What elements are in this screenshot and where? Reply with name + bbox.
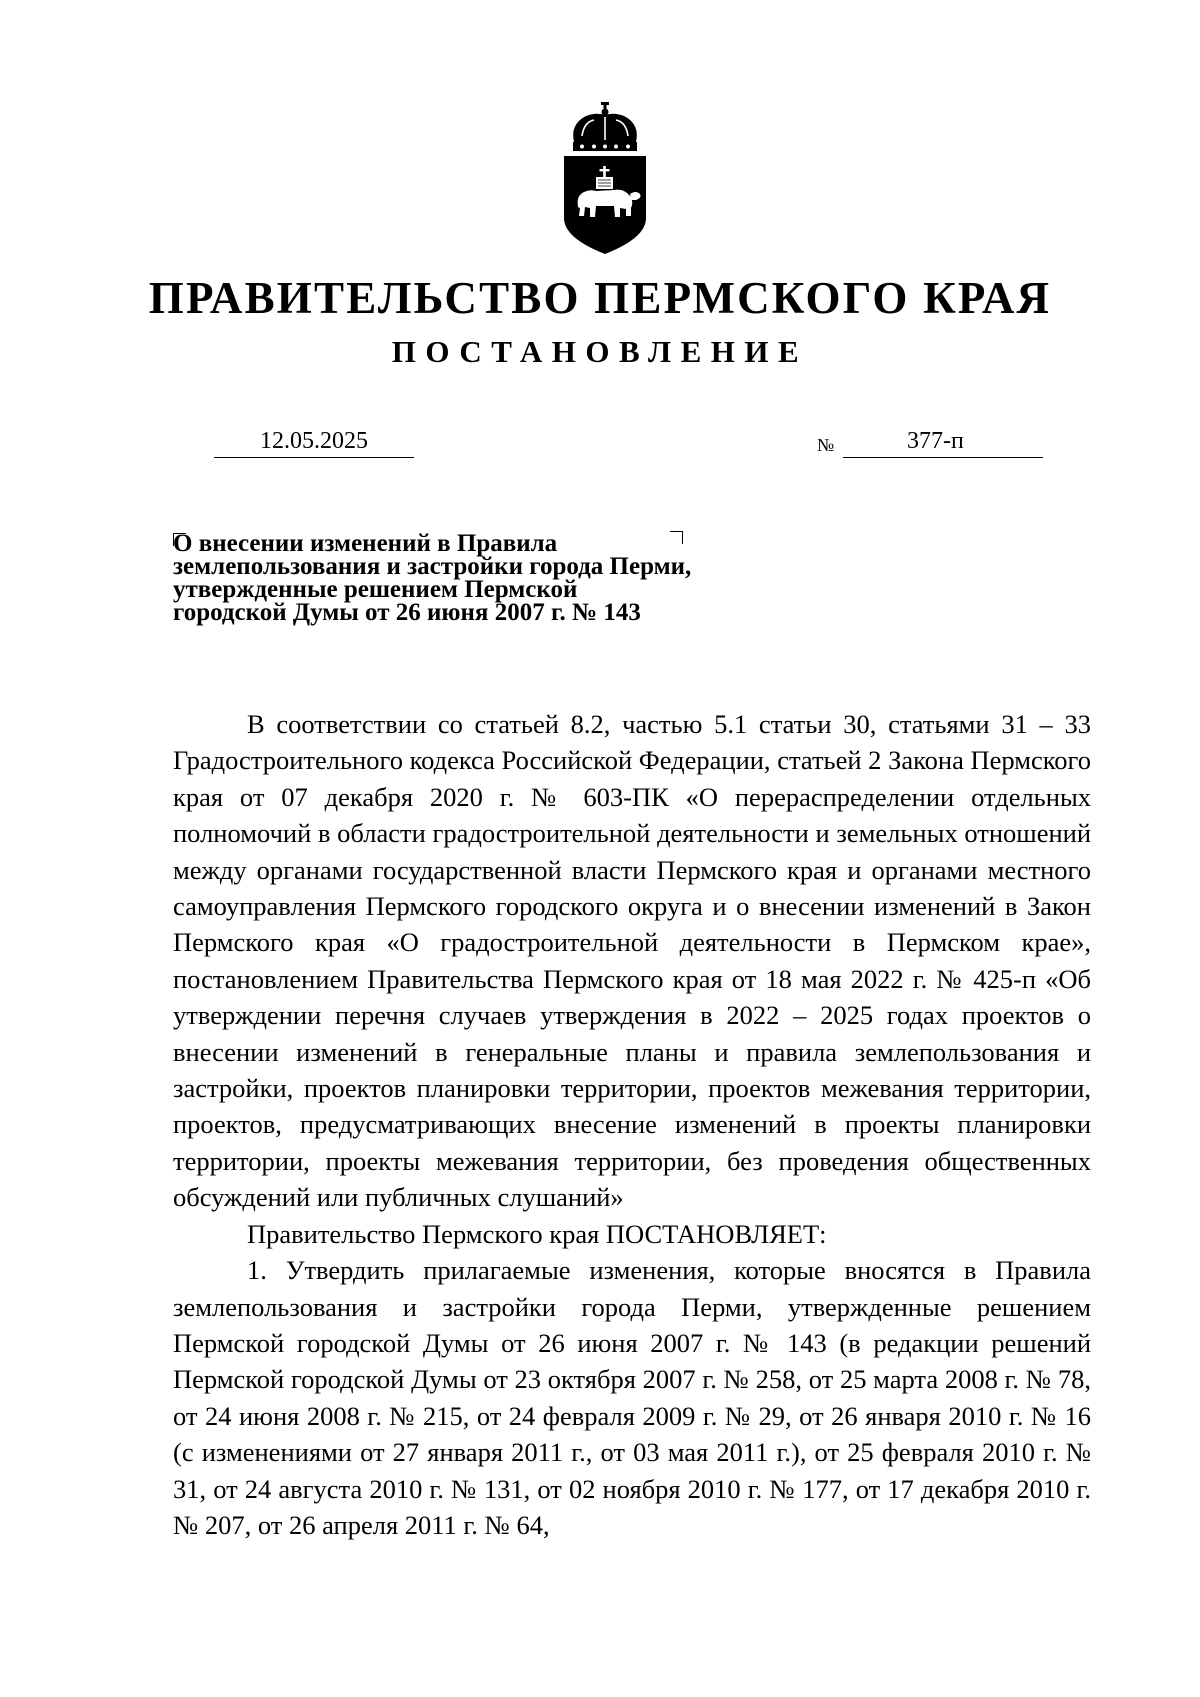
body-paragraph: 1. Утвердить прилагаемые изменения, которые вносятся в Правила землепользования и застройки города Перми, утвержденные решением Пермской городской Думы от 26 июня 2007 г. № 143 (в редакции решений Пермской городской Думы от 23 октября 2007 г. № 258, от 25 марта 2008 г. № 78, от 24 июня 2008 г. № 215, от 24 февраля 2009 г. № 29, от 26 января 2010 г. № 16 (с изменениями от 27 января 2011 г., от 03 мая 2011 г.), от 25 февраля 2010 г. № 31, от 24 августа 2010 г. № 131, от 02 ноября 2010 г. № 177, от 17 декабря 2010 г. № 207, от 26 апреля 2011 г. № 64, — [173, 1255, 1091, 1540]
document-number-line — [843, 425, 1043, 458]
organization-name: ПРАВИТЕЛЬСТВО ПЕРМСКОГО КРАЯ — [148, 273, 1052, 323]
crown-icon — [573, 102, 637, 151]
body-paragraph: В соответствии со статьей 8.2, частью 5.1 статьи 30, статьями 31 – 33 Градостроительного кодекса Российской Федерации, статьей 2 Закона Пермского края от 07 декабря 2020 г. № 603-ПК «О перераспределении отдельных полномочий в области градостроительной деятельности и земельных отношений между органами государственной власти Пермского края и органами местного самоуправления Пермского городского округа и о внесении изменений в Закон Пермского края «О градостроительной деятельности в Пермском крае», постановлением Правительства Пермского края от 18 мая 2022 г. № 425-п «Об утверждении перечня случаев утверждения в 2022 – 2025 годах проектов о внесении изменений в генеральные планы и правила землепользования и застройки, проектов планировки территории, проектов межевания территории, проектов, предусматривающих внесение изменений в проекты планировки территории, проекты межевания территории, без проведения общественных обсуждений или публичных слушаний» — [173, 709, 1091, 1213]
resolution-statement: Правительство Пермского края ПОСТАНОВЛЯЕТ: — [247, 1218, 827, 1249]
document-type: ПОСТАНОВЛЕНИЕ — [391, 334, 809, 369]
document-date: 12.05.2025 — [214, 425, 414, 458]
coat-of-arms-icon — [560, 102, 650, 254]
document-number: 377-п — [907, 428, 964, 454]
number-sign: № — [817, 435, 835, 455]
document-body — [173, 706, 1091, 1543]
document-title: О внесении изменений в Правила землепользования и застройки города Перми, утвержденные решением Пермской городской Думы от 26 июня 2007 г. № 143 — [173, 530, 692, 626]
